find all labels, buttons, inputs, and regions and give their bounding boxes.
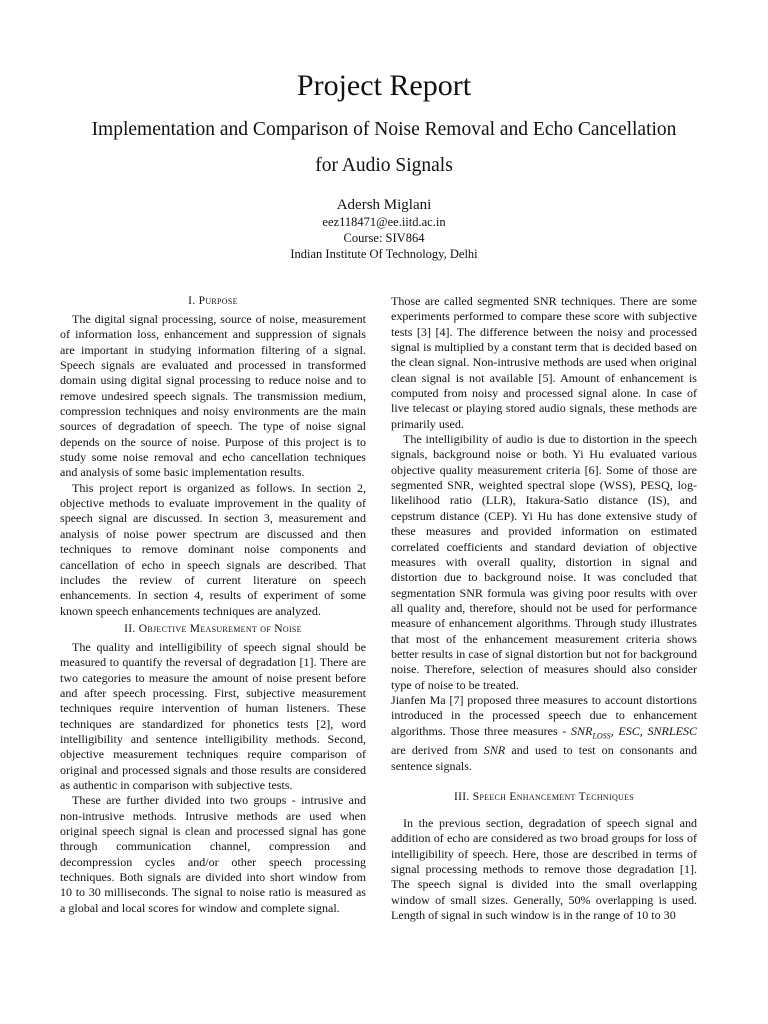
author-email: eez118471@ee.iitd.ac.in [322, 215, 446, 229]
math-expression: $SNR_{LOSS}$, ESC, SNRLESC [571, 723, 698, 741]
institute-name: Indian Institute Of Technology, Delhi [290, 247, 478, 261]
paragraph [391, 693, 697, 774]
paragraph: The quality and intelligibility of speech signal should be measured to quantify the reversal of degradation [1]. There are two categories to measure the amount of noise present before and after speech processing. First, subjective measurement techniques require intervention of human listeners. These techniques are standardized for phonetics tests [2], word intelligibility and sentence intelligibility methods. Second, objective measurement techniques require comparison of original and processed signals and those results are considered as authentic in comparison with subjective tests. [60, 639, 366, 792]
paragraph-text: and used to test on consonants and sentence signals. [391, 743, 698, 773]
paragraph: The digital signal processing, source of noise, measurement of information loss, enhancement and suppression of signals are important in studying information filtering of a signal. Speech signals are evaluated and processed in transformed domain using digital signal processing to reduce noise and to remove undesired speech signals. The transmission medium, compression techniques and noisy environments are the main sources of degradation of speech. The type of noise signal depends on the source of noise. Purpose of this project is to study some noise removal and echo cancellation techniques and analysis of some basic implementation results. [60, 312, 366, 480]
math-snr-2: SNR [483, 743, 506, 758]
math-snrlesc: SNRLESC [647, 723, 698, 738]
section-heading-speech-enhancement: III. Speech Enhancement Techniques [453, 791, 635, 804]
paragraph: In the previous section, degradation of speech signal and addition of echo are considered as two broad groups for loss of intelligibility of speech. Here, those are described in terms of signal processing methods to remove those degradation [1]. The speech signal is divided into the small overlapping window of small sizes. Generally, 50% overlapping is used. Length of signal in such window is in the range of 10 to 30 [391, 816, 697, 923]
paragraph: This project report is organized as follows. In section 2, objective methods to evaluate improvement in the quality of speech signal are discussed. In section 3, measurement and analysis of noise power spectrum are discussed and then techniques to remove dominant noise components and cancellation of echo in speech signals are described. That includes the review of current literature on speech enhancements. In section 4, results of experiment of some known speech enhancements techniques are analyzed. [60, 480, 366, 618]
paragraph-text: Jianfen Ma [7] proposed three measures to account distortions introduced in the processed speech due to enhancement algorithms. Those three measures - [391, 692, 697, 738]
paragraph: These are further divided into two groups - intrusive and non-intrusive methods. Intrusive methods are used when original speech signal is clean and processed signal has gone through communication channel, compression and decompression cycles and/or other speech processing techniques. Both signals are divided into short window from 10 to 30 milliseconds. The signal to noise ratio is measured as a global and local scores for window and complete signal. [60, 793, 366, 915]
paper-header [0, 66, 768, 262]
right-column [391, 294, 697, 923]
author-name: Adersh Miglani [336, 197, 432, 213]
math-esc: ESC [618, 723, 640, 738]
math-snr: SNR [571, 723, 593, 738]
left-column [60, 294, 366, 916]
course-code: Course: SIV864 [343, 231, 425, 245]
paragraph: The intelligibility of audio is due to distortion in the speech signals, background noise or both. Yi Hu evaluated various objective quality measurement criteria [6]. Some of those are segmented SNR, weighted spectral slope (WSS), PESQ, log-likelihood ratio (LLR), Itakura-Satio distance (IS), and cepstrum distance (CEP). Yi Hu has done extensive study of these measures and provided information on estimated correlated coefficients and standard deviation of objective measures with overall quality, distortion in signal and distortion due to background noise. It was concluded that segmentation SNR formula was giving poor results with over all quality and, therefore, should not be used for performance measure of enhancement algorithms. Through study illustrates that most of the enhancement measurement criteria shows better results in case of signal distortion but not for background noise. Therefore, selection of measures should also consider type of noise to be treated. [391, 432, 697, 692]
section-heading-objective-measurement: II. Objective Measurement of Noise [124, 622, 302, 635]
math-loss-subscript: LOSS [592, 731, 611, 741]
paragraph: Those are called segmented SNR techniques. There are some experiments performed to compare these score with subjective tests [3] [4]. The difference between the noisy and processed signal is multiplied by a constant term that is decided based on the clean signal. Non-intrusive methods are used when original clean signal is not available [5]. Amount of enhancement is computed from noisy and processed signal alone. In case of live telecast or playing stored audio signals, these methods are primarily used. [391, 294, 697, 431]
paper-subtitle: Implementation and Comparison of Noise Removal and Echo Cancellation for Audio Signals [91, 119, 677, 176]
section-heading-purpose: I. Purpose [188, 295, 238, 307]
paragraph-text: are derived from [391, 743, 478, 758]
page-title: Project Report [296, 69, 472, 102]
